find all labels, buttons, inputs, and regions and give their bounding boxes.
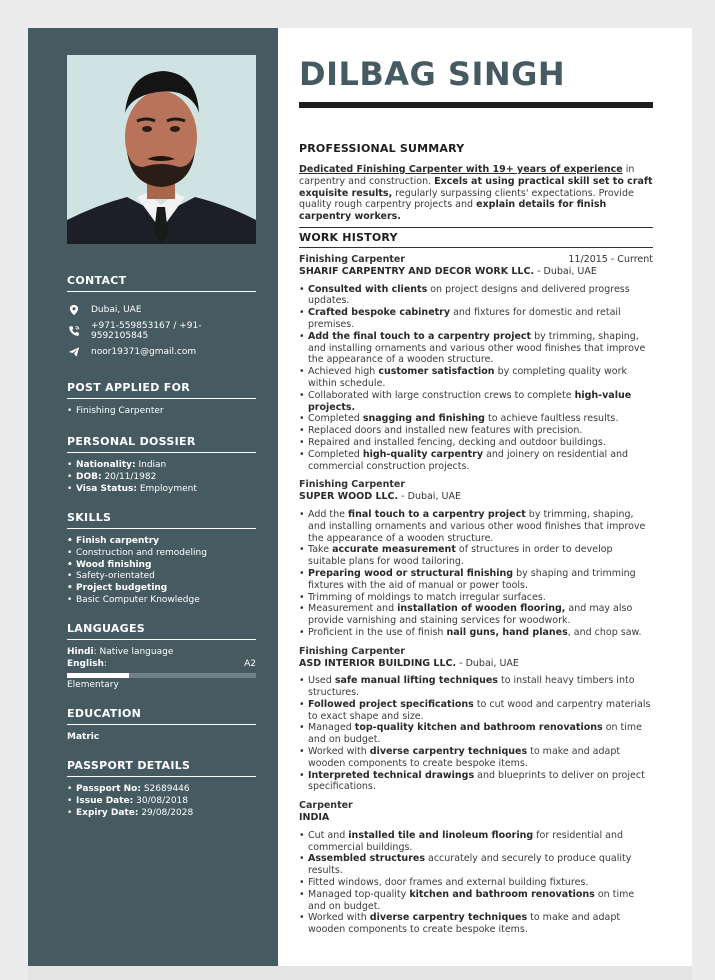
education-degree: Matric [67,732,100,742]
job-entry [299,800,653,936]
passport-heading: PASSPORT DETAILS [67,759,256,777]
send-icon [67,346,81,358]
text-run: Add the [308,508,349,520]
contact-section [67,274,256,362]
text-run: by trimming, shaping, and installing ornaments and various other wood finishes that improve the appearance of a wooden structure. [308,508,646,544]
job-company [299,812,653,824]
text-run: Consulted with clients [308,283,428,295]
text-run: for residential and commercial buildings. [308,829,624,853]
dossier-nationality: • Nationality: Indian [67,460,256,472]
phone-icon [67,325,81,337]
job-duties-list [299,509,653,639]
text-run: Achieved high [308,366,379,378]
job-duty [299,889,653,913]
contact-phone-text: +971-559853167 / +91-9592105845 [91,320,202,341]
summary-heading: PROFESSIONAL SUMMARY [299,142,465,155]
job-duty [299,425,653,437]
text-run: Collaborated with large construction crews to complete [308,389,575,401]
language-english-level-name: Elementary [67,679,119,690]
text-run: on time and on budget. [308,722,643,746]
text-run: and joinery on residential and commercial construction projects. [308,448,629,472]
text-run: Worked with [308,746,370,758]
job-duty [299,877,653,889]
job-duty [299,307,653,331]
job-duty [299,912,653,936]
text-run: Followed project specifications [308,698,474,710]
contact-email[interactable] [67,341,256,362]
location-pin-icon [67,304,81,316]
job-duties-list [299,675,653,793]
job-duty [299,449,653,473]
job-duty [299,627,653,639]
post-applied-item: • Finishing Carpenter [67,406,256,418]
text-run: Measurement and [308,603,398,615]
job-duty [299,366,653,390]
job-duties-list [299,284,653,473]
skill-item: • Finish carpentry [67,536,256,548]
job-location: - Dubai, UAE [456,657,519,669]
job-duty [299,603,653,627]
job-company-name: ASD INTERIOR BUILDING LLC. [299,657,457,669]
contact-location [67,299,256,320]
candidate-name: DILBAG SINGH [299,55,566,93]
text-run: and may also provide varnishing and staining services for woodwork. [308,603,633,627]
text-run: of structures in order to develop suitable plans for wood tailoring. [308,544,613,568]
text-run: nail guns, hand planes [446,626,568,638]
text-run: Interpreted technical drawings [308,769,475,781]
passport-expiry-date: • Expiry Date: 29/08/2028 [67,808,256,820]
profile-photo-image [67,55,256,244]
profile-photo [67,55,256,244]
job-duty [299,568,653,592]
skill-item: • Project budgeting [67,583,256,595]
sidebar [28,28,278,966]
text-run: Cut and [308,829,349,841]
job-entry [299,646,653,794]
skills-section [67,511,256,607]
text-run: Used [308,675,335,687]
job-duty [299,544,653,568]
passport-section [67,759,256,819]
job-duty [299,675,653,699]
text-run: Replaced doors and installed new features with precision. [308,425,583,437]
job-duty [299,699,653,723]
education-heading: EDUCATION [67,707,256,725]
english-proficiency-fill [67,673,129,678]
job-entry [299,254,653,472]
text-run: and fixtures for domestic and retail premises. [308,307,621,330]
skills-list [67,536,256,607]
english-proficiency-bar [67,673,256,678]
text-run: explain details for finish carpentry workers. [299,199,607,223]
text-run: high-value projects. [308,389,632,413]
contact-phone[interactable] [67,320,256,341]
job-location: - Dubai, UAE [534,265,597,277]
text-run: Proficient in the use of finish [308,626,447,638]
page-edge [28,966,692,980]
summary-divider [299,227,653,228]
job-company-name: INDIA [299,812,330,824]
text-run: on time and on budget. [308,888,635,912]
work-history-heading: WORK HISTORY [299,231,653,248]
job-duty [299,413,653,425]
job-duty [299,331,653,366]
languages-section [67,622,256,691]
skills-heading: SKILLS [67,511,256,529]
job-company [299,266,653,278]
text-run: by trimming, shaping, and installing ornaments and various other wood finishes that improve the appearance of a wooden structure. [308,330,646,366]
job-title: Carpenter [299,800,353,812]
text-run: to make and adapt wooden components to create bespoke items. [308,746,621,769]
text-run: customer satisfaction [378,366,495,378]
job-duty [299,830,653,854]
text-run: final touch to a carpentry project [348,508,526,520]
language-english: English: A2 [67,658,256,669]
text-run: Assembled structures [308,853,425,865]
text-run: Worked with [308,912,370,924]
text-run: accurate measurement [332,544,456,556]
job-date: 11/2015 - Current [568,254,653,265]
skill-item: • Basic Computer Knowledge [67,595,256,607]
text-run: to achieve faultless results. [484,413,619,425]
text-run: diverse carpentry techniques [369,746,528,758]
passport-number: • Passport No: S2689446 [67,784,256,796]
text-run: Managed top-quality [308,888,410,900]
summary-text [299,164,653,223]
name-divider [299,102,653,108]
job-duties-list [299,830,653,936]
personal-dossier-heading: PERSONAL DOSSIER [67,435,256,453]
job-duty [299,770,653,794]
personal-dossier-section [67,435,256,495]
text-run: top-quality kitchen and bathroom renovations [354,722,603,734]
skill-item: • Wood finishing [67,560,256,572]
work-history-list [299,252,653,936]
job-duty [299,437,653,449]
text-run: regularly surpassing clients' expectations. Provide quality rough carpentry projects and [299,187,634,211]
text-run: by shaping and trimming fixtures with the aid of manual or power tools. [308,567,636,591]
job-duty [299,722,653,746]
text-run: , and chop saw. [567,626,642,638]
text-run: in carpentry and construction. [299,164,635,187]
job-company-name: SUPER WOOD LLC. [299,491,399,503]
post-applied-section [67,381,256,418]
job-company [299,491,653,503]
job-company-name: SHARIF CARPENTRY AND DECOR WORK LLC. [299,265,535,277]
job-duty [299,746,653,770]
text-run: on project designs and delivered progress updates. [308,283,630,307]
contact-email-text: noor19371@gmail.com [91,346,197,357]
job-title: Finishing Carpenter [299,479,406,491]
text-run: to make and adapt wooden components to create bespoke items. [308,912,621,936]
text-run: to cut wood and carpentry materials to exact shape and size. [308,698,651,722]
text-run: Repaired and installed fencing, decking and outdoor buildings. [308,436,606,448]
job-title: Finishing Carpenter [299,254,406,265]
job-duty [299,853,653,877]
text-run: and blueprints to deliver on project specifications. [308,769,645,793]
dossier-dob: • DOB: 20/11/1982 [67,472,256,484]
text-run: Managed [308,722,355,734]
text-run: installation of wooden flooring, [397,603,566,615]
text-run: Completed [308,448,363,460]
text-run: Completed [308,413,363,425]
passport-issue-date: • Issue Date: 30/08/2018 [67,796,256,808]
text-run: high-quality carpentry [362,448,484,460]
text-run: Excels at using practical skill set to craft exquisite results, [299,175,653,199]
contact-heading: CONTACT [67,274,256,292]
job-title: Finishing Carpenter [299,645,406,657]
skill-item: • Construction and remodeling [67,548,256,560]
resume-page [28,28,692,966]
text-run: Take [308,544,333,556]
job-duty [299,390,653,414]
text-run: by completing quality work within schedule. [308,366,627,389]
text-run: installed tile and linoleum flooring [348,829,534,841]
text-run: diverse carpentry techniques [369,912,528,924]
language-hindi: Hindi: Native language [67,647,174,657]
text-run: accurately and securely to produce quality results. [308,853,632,877]
job-location: - Dubai, UAE [398,491,461,503]
job-duty [299,509,653,544]
job-duty [299,284,653,308]
job-company [299,658,653,670]
skill-item: • Safety-orientated [67,571,256,583]
contact-location-text: Dubai, UAE [91,304,142,315]
job-duty [299,592,653,604]
text-run: to install heavy timbers into structures. [308,675,635,699]
text-run: Preparing wood or structural finishing [308,567,514,579]
text-run: Fitted windows, door frames and external building fixtures. [308,877,589,889]
job-entry [299,479,653,638]
text-run: safe manual lifting techniques [334,675,498,687]
text-run: Add the final touch to a carpentry project [308,330,532,342]
education-section [67,707,256,744]
text-run: kitchen and bathroom renovations [409,888,595,900]
text-run: Crafted bespoke cabinetry [308,307,451,319]
dossier-visa-status: • Visa Status: Employment [67,484,256,496]
languages-heading: LANGUAGES [67,622,256,640]
post-applied-heading: POST APPLIED FOR [67,381,256,399]
text-run: Dedicated Finishing Carpenter with 19+ years of experience [299,164,623,175]
text-run: Trimming of moldings to match irregular surfaces. [308,591,546,603]
language-english-level: A2 [244,658,256,669]
text-run: snagging and finishing [362,413,485,425]
